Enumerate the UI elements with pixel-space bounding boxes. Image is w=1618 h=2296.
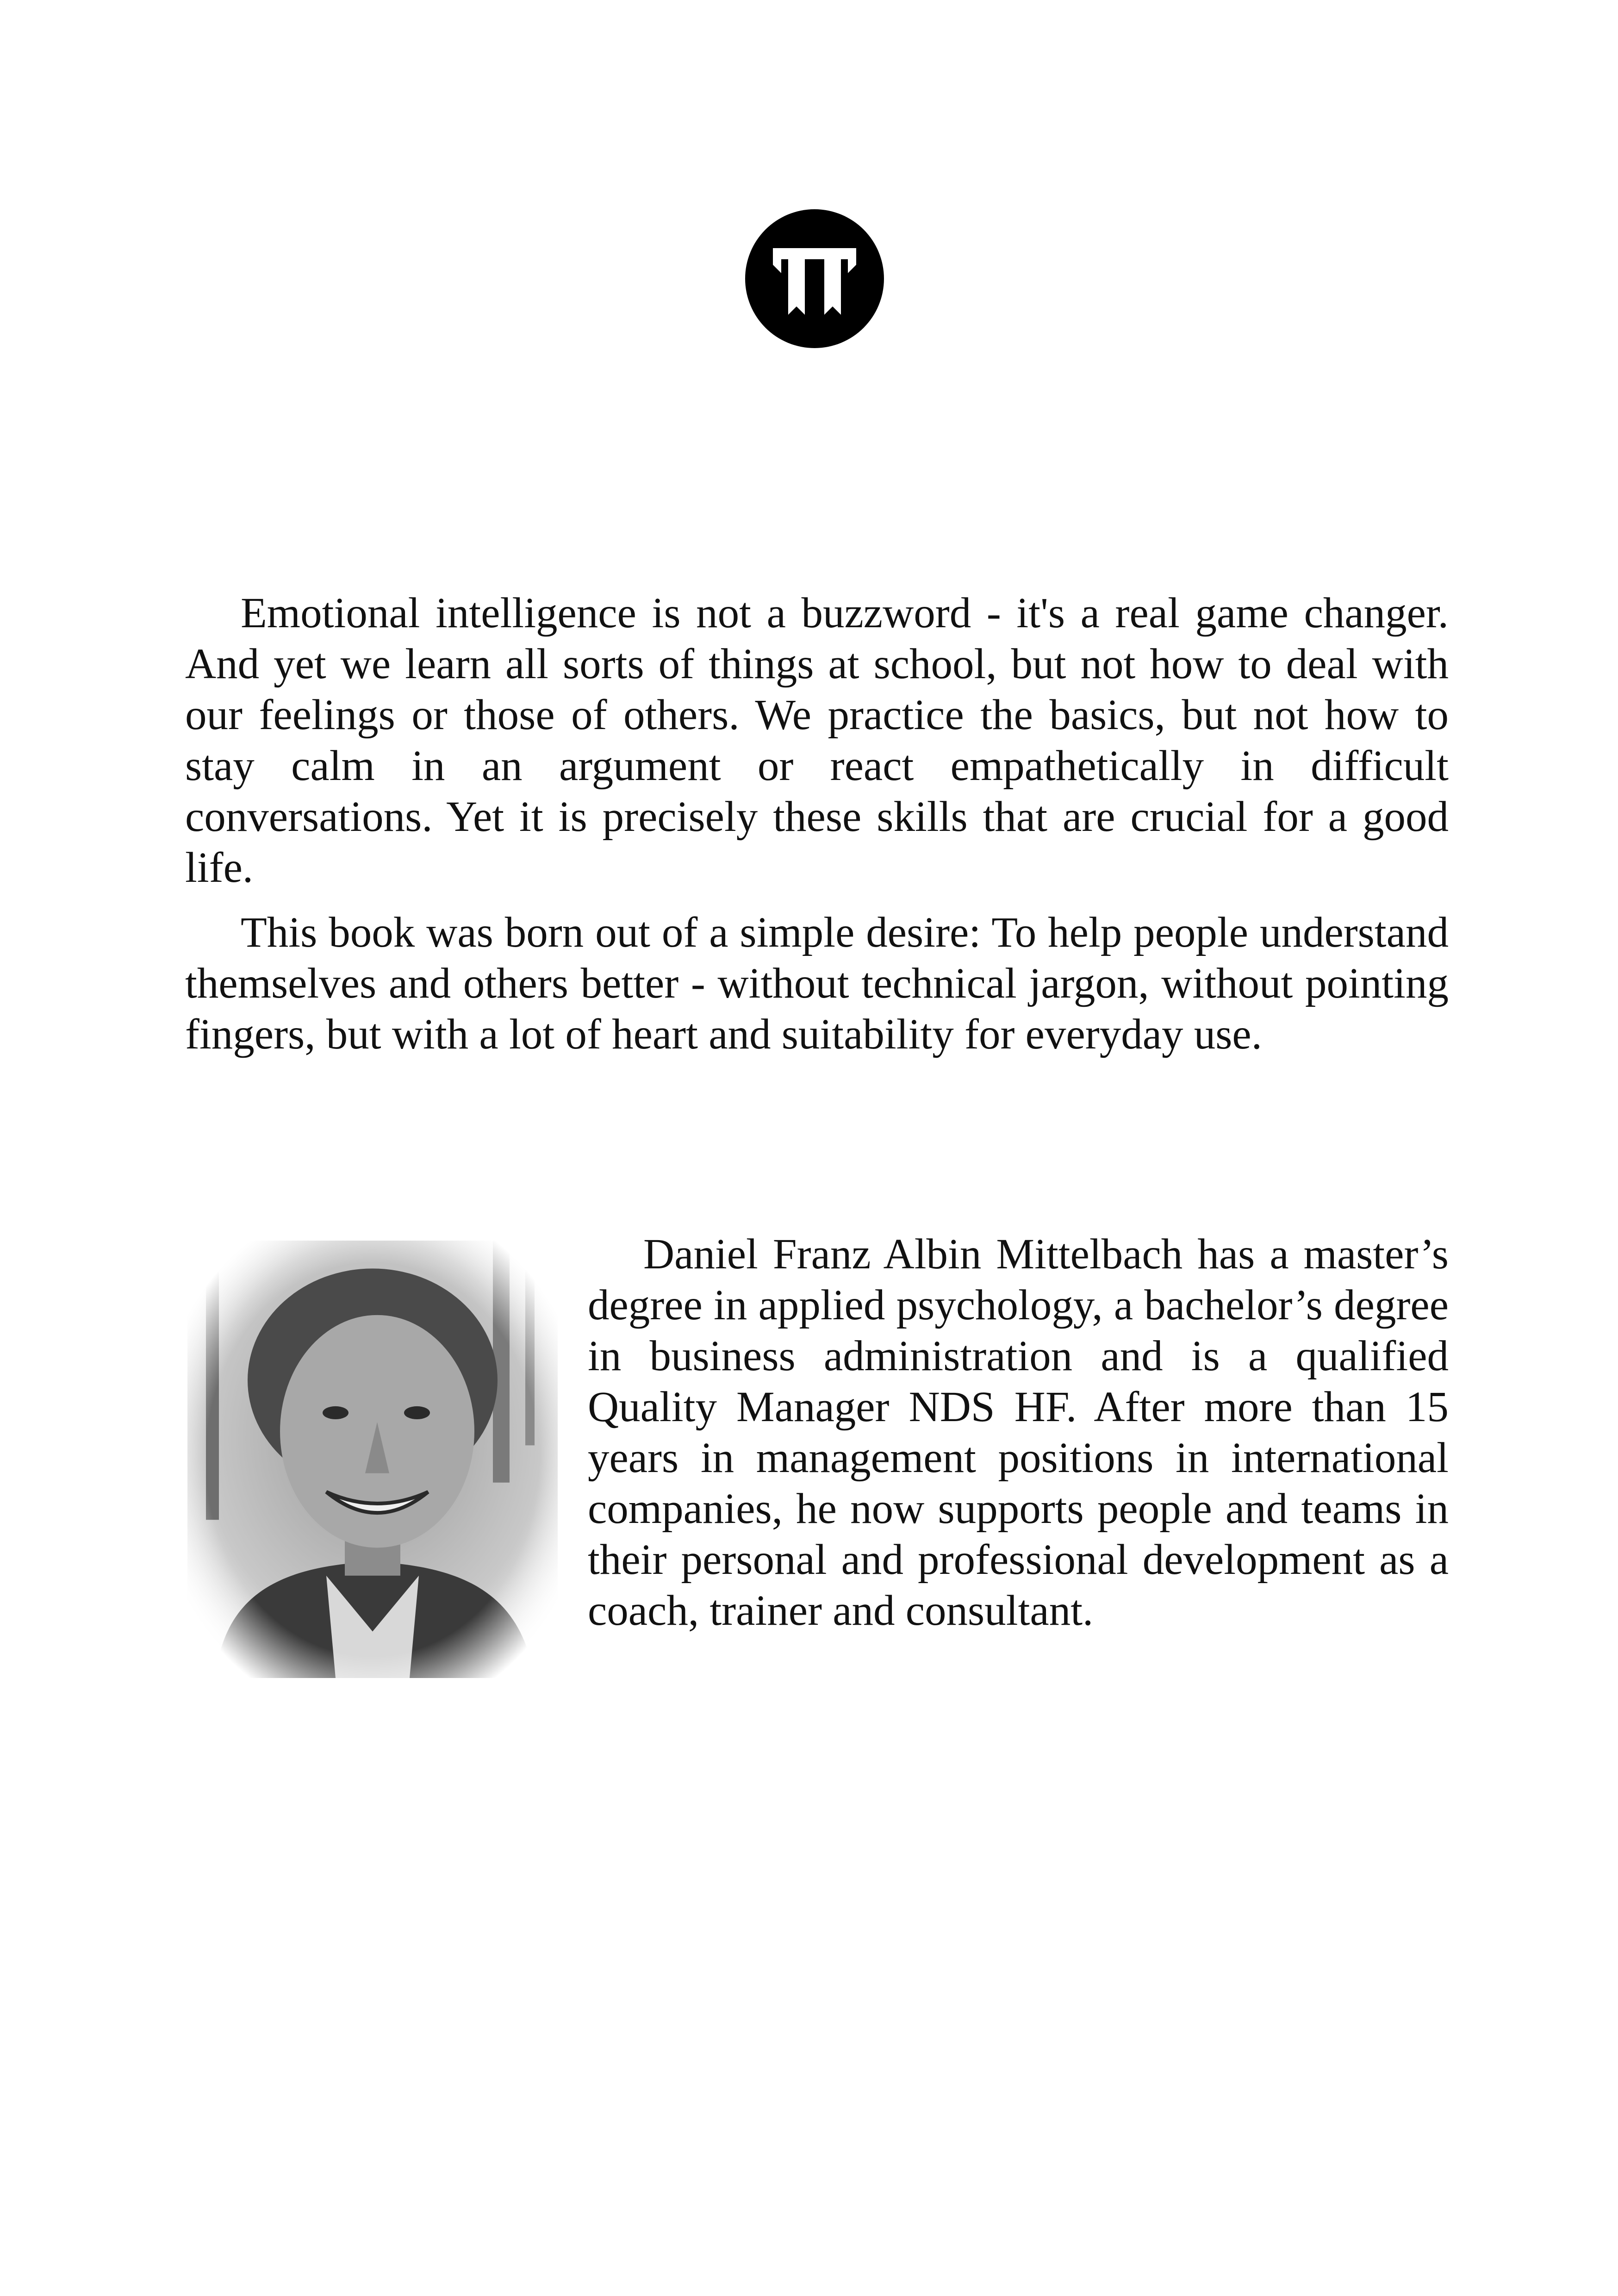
publisher-logo-icon — [745, 209, 884, 348]
blurb-paragraph: This book was born out of a simple desire: To help people understand themselves and others better - without technical jargon, without pointing fingers, but with a lot of heart and suitability for everyday use. — [185, 909, 1449, 1058]
book-blurb — [185, 588, 1449, 1074]
blurb-paragraph: Emotional intelligence is not a buzzword - it's a real game changer. And yet we learn all sorts of things at school, but not how to deal with our feelings or those of others. We practice the basics, but not how to stay calm in an argument or react empathetically in difficult conversations. Yet it is precisely these skills that are crucial for a good life. — [185, 589, 1449, 892]
author-bio-text: Daniel Franz Albin Mittelbach has a master’s degree in applied psychology, a bachelor’s degree in business administration and is a qualified Quality Manager NDS HF. After more than 15 years in management positions in international companies, he now supports people and teams in their personal and professional development as a coach, trainer and consultant. — [588, 1230, 1449, 1635]
author-portrait-icon — [187, 1241, 558, 1678]
author-bio — [588, 1229, 1449, 1636]
